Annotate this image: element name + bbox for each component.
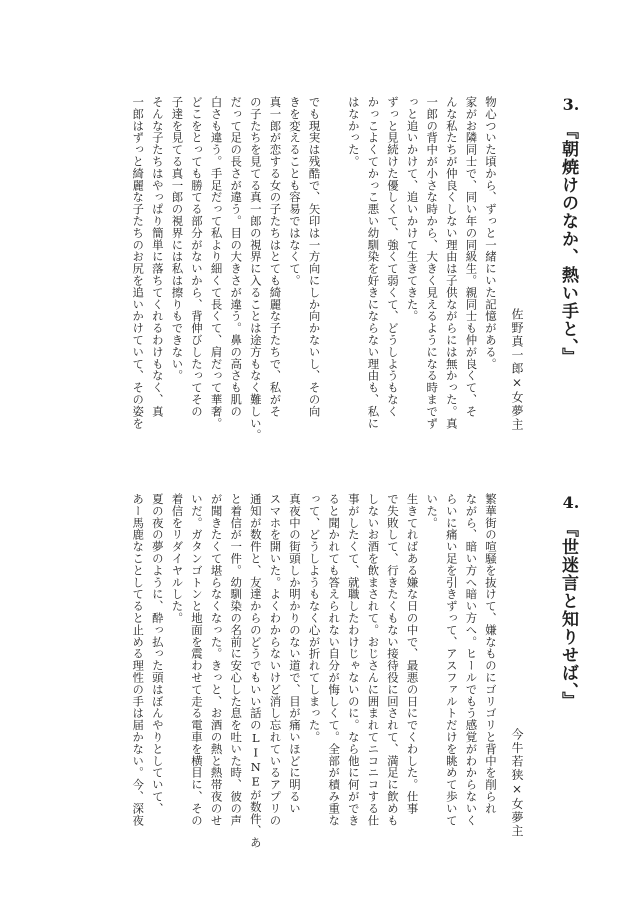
story3-line: 家がお隣同士で、同い年の同級生。親同士も仲が良くて、そ xyxy=(464,96,479,418)
story-3-title: 『朝焼けのなか、熱い手と、』 xyxy=(558,122,578,366)
story4-line: で失敗して、行きたくもない接待役に回されて、満足に飲めも xyxy=(386,493,400,827)
story3-line: 一郎はずっと綺麗な子たちのお尻を追いかけていて、その姿を xyxy=(131,96,146,430)
story4-line: が聞きたくて堪らなくなった。きっと、お酒の熱と熱帯夜のせ xyxy=(209,493,224,827)
story-4-body xyxy=(0,493,642,849)
story4-line: 事がしたくて、就職したわけじゃないのに。なら他に何ができ xyxy=(346,493,361,827)
story-3-number: 3. xyxy=(562,95,580,114)
story3-line: はなかった。 xyxy=(346,96,361,168)
story3-line: でも現実は残酷で、矢印は一方向にしか向かないし、その向 xyxy=(307,96,322,418)
story4-line: 生きてればある嫌な日の中で、最悪の日にでくわした。仕事 xyxy=(405,493,420,815)
story4-line: 真夜中の街頭しか明かりのない道で、目が痛いほどに明るい xyxy=(288,493,302,815)
story-4-number: 4. xyxy=(562,493,580,512)
story4-line: ながら、暗い方へ暗い方へ。ヒールでもう感覚がわからないく xyxy=(464,493,479,827)
story3-line: んな私たちが仲良くしない理由は子供ながらには無かった。真 xyxy=(444,96,459,430)
story4-line: しないお酒を飲まされて。おじさんに囲まれてニコニコする仕 xyxy=(366,493,381,827)
story3-line: 白さも違う。手足だって私より細くて長くて、肩だって華奢。 xyxy=(209,96,224,430)
story4-line: いた。 xyxy=(425,493,440,529)
story4-line: って、どうしようもなく心が折れてしまった。 xyxy=(307,493,322,743)
story3-line: ずっと見続けた優しくて、強くて弱くて、どうしようもなく xyxy=(386,96,400,418)
story3-line: 子達を見てる真一郎の視界には私は擦りもできない。 xyxy=(170,96,185,382)
story3-line: どこをとっても勝てる部分がないから、背伸びしたってその xyxy=(190,96,204,418)
story3-line: 一郎の背中が小さな時から、大きく見えるようになる時までず xyxy=(425,96,440,430)
story4-line: 着信をリダイヤルした。 xyxy=(170,493,185,624)
story4-line: スマホを開いた。よくわからないけど消し忘れているアプリの xyxy=(268,493,283,827)
story-3-author: 佐野真一郎×女夢主 xyxy=(510,308,524,432)
story4-line: ると聞かれても答えられない自分が悔しくて。全部が積み重な xyxy=(327,493,342,827)
story-4-title: 『世迷言と知りせば、』 xyxy=(558,520,578,710)
story4-line: 夏の夜の夢のように、酔っ払った頭はぼんやりとしていて、 xyxy=(150,493,165,815)
story4-line: いだ。ガタンゴトンと地面を震わせて走る電車を横目に、その xyxy=(190,493,204,827)
story3-line: かっこよくてかっこ悪い幼馴染を好きにならない理由も、私に xyxy=(366,96,381,430)
story-4-author: 今牛若狭×女夢主 xyxy=(510,728,524,838)
story3-line: の子たちを見てる真一郎の視界に入ることは途方もなく難しい。 xyxy=(248,96,263,442)
story4-line: 繁華街の喧騒を抜けて、嫌なものにゴリゴリと背中を削られ xyxy=(484,493,498,815)
story3-line: きを変えることも容易ではなくて。 xyxy=(288,96,302,287)
story3-line: 物心ついた頃から、ずっと一緒にいた記憶がある。 xyxy=(484,96,498,370)
story3-line: だって足の長さが違う。目の大きさが違う。鼻の高さも肌の xyxy=(229,96,244,418)
story4-line: あー馬鹿なことしてると止める理性の手は届かない。今、深夜 xyxy=(131,493,146,827)
story4-line: らいに痛い足を引きずって、アスファルトだけを眺めて歩いて xyxy=(444,493,459,827)
story3-line: っと追いかけて、追いかけて生きてきた。 xyxy=(405,96,420,323)
story3-line: そんな子たちはやっぱり簡単に落ちてくれるわけもなく、真 xyxy=(150,96,165,418)
story3-line: 真一郎が恋する女の子たちはとても綺麗な子たちで、私がそ xyxy=(268,96,283,418)
story4-line: と着信が一件。幼馴染の名前に安心した息を吐いた時、彼の声 xyxy=(229,493,244,827)
story4-line: 通知が数件と、友達からのどうでもいい話のLINEが数件、あ xyxy=(248,493,263,849)
